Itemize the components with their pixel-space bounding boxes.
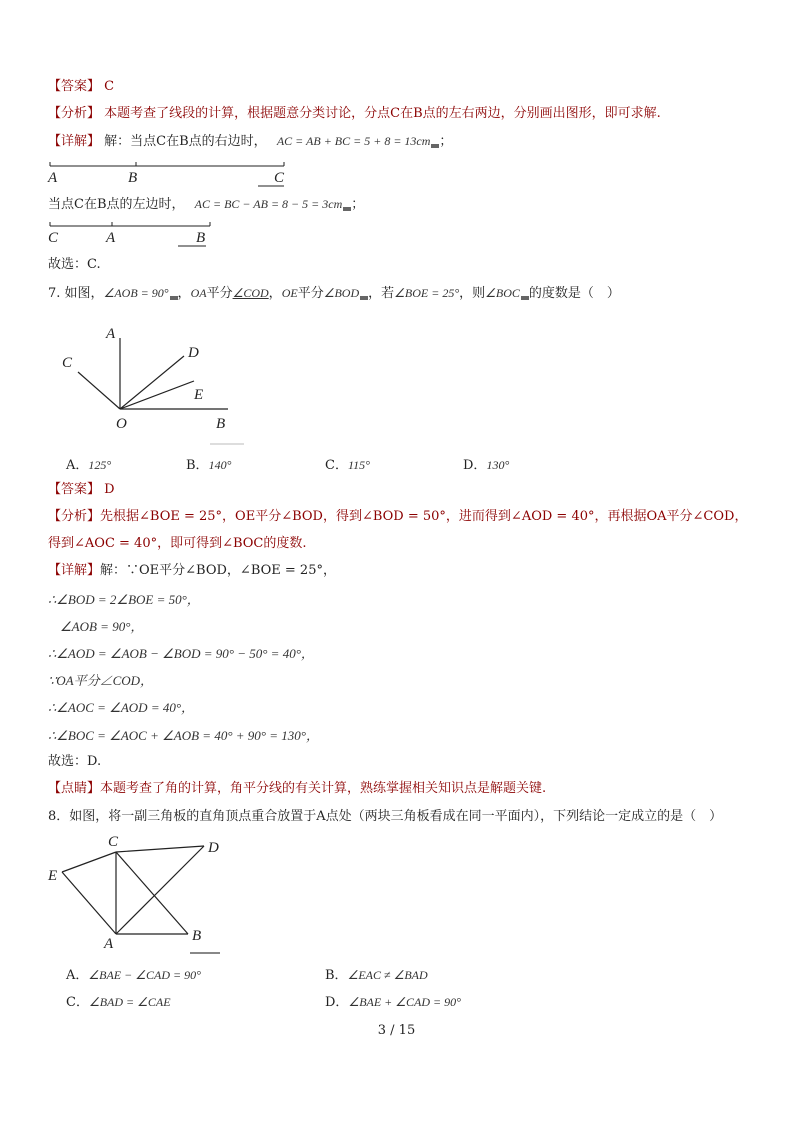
option-letter: A． [66, 458, 89, 473]
semicolon: ； [351, 197, 365, 212]
q7-detail-line5: ∵OA平分∠COD， [48, 673, 154, 688]
option-value: ∠EAC ≠ ∠BAD [347, 968, 428, 982]
option-value: 140° [208, 458, 232, 472]
label-C: C [48, 230, 59, 246]
analysis-tag: 【分析】 [48, 106, 101, 121]
answer-tag: 【答案】 [48, 79, 101, 94]
q7-stem-text: 如图， [64, 286, 104, 301]
q6-conclusion: 故选：C. [48, 257, 101, 272]
label-A: A [48, 170, 58, 186]
detail-prefix: 解：当点C在B点的右边时， [104, 134, 267, 149]
q7-detail-line3: ∠AOB = 90°， [60, 619, 144, 634]
option-value: ∠BAE + ∠CAD = 90° [348, 995, 461, 1009]
page-number: 3 / 15 [377, 1023, 416, 1038]
q7-stem-text: 的度数是（ ） [528, 286, 620, 301]
option-letter: A． [66, 968, 89, 983]
label-E: E [194, 387, 204, 403]
q7-stem-text: ， [177, 286, 191, 301]
q7-stem-text: 平分 [297, 286, 324, 301]
q7-math: ∠BOE = 25° [394, 286, 460, 300]
label-A: A [106, 230, 116, 246]
q7-math: ∠BOC [485, 286, 520, 300]
q7-math: ∠AOB = 90° [103, 286, 169, 300]
detail-tag: 【详解】 [48, 563, 101, 578]
angle-figure [62, 326, 244, 444]
option-letter: B． [325, 968, 348, 983]
analysis-text: 先根据∠BOE = 25°，OE平分∠BOD，得到∠BOD = 50°，进而得到∠AOD = 40°，再根据OA平分∠COD， [100, 509, 748, 524]
comment-tag: 【点睛】 [48, 781, 101, 796]
segment-figure-1 [47, 162, 285, 186]
q7-number: 7. [48, 286, 61, 301]
q7-detail-line4: ∴∠AOD = ∠AOB − ∠BOD = 90° − 50° = 40°， [48, 646, 314, 661]
option-letter: C． [325, 458, 348, 473]
detail-equation: AC = AB + BC = 5 + 8 = 13cm [276, 134, 431, 148]
option-letter: D． [463, 458, 487, 473]
answer-tag: 【答案】 [48, 482, 101, 497]
option-value: 130° [486, 458, 510, 472]
q7-stem-text: ， [268, 286, 282, 301]
detail-text: 解：∵OE平分∠BOD，∠BOE = 25°， [100, 563, 336, 578]
label-D: D [208, 840, 219, 856]
q8-stem: 8．如图，将一副三角板的直角顶点重合放置于A点处（两块三角板看成在同一平面内），下列结论一定成立的是（ ） [48, 809, 723, 824]
option-value: ∠BAE − ∠CAD = 90° [88, 968, 201, 982]
option-letter: C． [66, 995, 89, 1010]
label-B: B [196, 230, 206, 246]
option-value: 115° [347, 458, 370, 472]
detail-tag: 【详解】 [48, 134, 101, 149]
label-C: C [274, 170, 285, 186]
q7-conclusion: 故选：D. [48, 754, 102, 769]
answer-value: D [104, 482, 115, 497]
answer-value: C [104, 79, 115, 94]
segment-figure-2 [48, 222, 210, 246]
option-value: ∠BAD = ∠CAE [88, 995, 171, 1009]
label-C: C [62, 355, 73, 371]
analysis-tag: 【分析】 [48, 509, 101, 524]
label-D: D [188, 345, 199, 361]
case2-prefix: 当点C在B点的左边时， [48, 197, 185, 212]
q7-detail-line7: ∴∠BOC = ∠AOC + ∠AOB = 40° + 90° = 130°， [48, 728, 319, 743]
option-letter: B． [186, 458, 209, 473]
q7-stem-text: ，若 [368, 286, 395, 301]
semicolon: ； [439, 134, 453, 149]
analysis-text: 本题考查了线段的计算，根据题意分类讨论，分点C在B点的左右两边，分别画出图形，即可求解. [104, 106, 661, 121]
label-O: O [116, 416, 127, 432]
q7-math: ∠BOD [323, 286, 360, 300]
q7-math: ∠COD [232, 286, 269, 300]
label-B: B [128, 170, 138, 186]
q7-stem-text: 平分 [206, 286, 233, 301]
q7-stem-text: ，则 [459, 286, 486, 301]
q7-analysis-line2: 得到∠AOC = 40°，即可得到∠BOC的度数. [48, 536, 307, 551]
comment-text: 本题考查了角的计算，角平分线的有关计算，熟练掌握相关知识点是解题关键. [100, 781, 547, 796]
label-E: E [48, 868, 58, 884]
q7-detail-line2: ∴∠BOD = 2∠BOE = 50°， [48, 592, 200, 607]
q7-math: OE [281, 286, 298, 300]
q7-detail-line6: ∴∠AOC = ∠AOD = 40°， [48, 700, 195, 715]
triangles-figure [47, 834, 220, 953]
label-A: A [106, 326, 116, 342]
case2-equation: AC = BC − AB = 8 − 5 = 3cm [194, 197, 343, 211]
q7-math: OA [190, 286, 207, 300]
option-value: 125° [88, 458, 112, 472]
label-B: B [216, 416, 226, 432]
label-B: B [192, 928, 202, 944]
option-letter: D． [325, 995, 349, 1010]
label-A: A [104, 936, 114, 952]
label-C: C [108, 834, 119, 850]
